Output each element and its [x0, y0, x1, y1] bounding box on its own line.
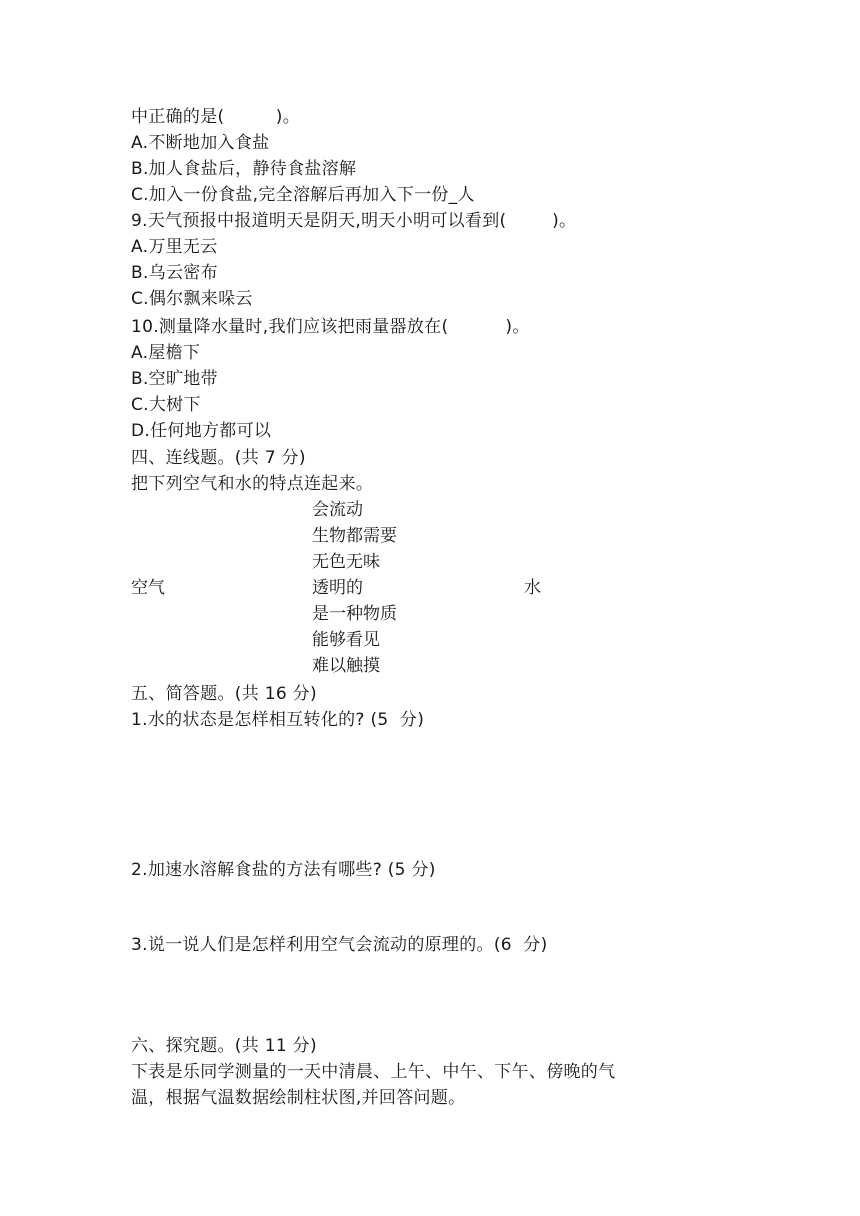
section4-heading: 四、连线题。(共 7 分) [131, 448, 306, 468]
q9-option-c: C.偶尔飘来哚云 [131, 289, 253, 309]
match-item-transparent: 透明的 [312, 578, 363, 598]
q9-option-b: B.乌云密布 [131, 263, 218, 283]
section6-intro-line2: 温，根据气温数据绘制柱状图,并回答问题。 [131, 1088, 466, 1108]
match-item-hard-to-touch: 难以触摸 [312, 656, 380, 676]
match-item-flow: 会流动 [312, 500, 363, 520]
section5-question-1: 1.水的状态是怎样相互转化的? (5 分) [131, 710, 425, 730]
q10-stem: 10.测量降水量时,我们应该把雨量器放在( )。 [131, 317, 530, 337]
match-item-colorless: 无色无味 [312, 552, 380, 572]
section6-heading: 六、探究题。(共 11 分) [131, 1036, 317, 1056]
q10-option-d: D.任何地方都可以 [131, 421, 272, 441]
q10-option-a: A.屋檐下 [131, 343, 201, 363]
q10-option-c: C.大树下 [131, 395, 201, 415]
section4-instruction: 把下列空气和水的特点连起来。 [131, 474, 374, 494]
match-left-air: 空气 [131, 578, 165, 598]
section5-question-2: 2.加速水溶解食盐的方法有哪些? (5 分) [131, 860, 436, 880]
match-item-needed: 生物都需要 [312, 526, 397, 546]
q8-option-b: B.加人食盐后，静待食盐溶解 [131, 159, 357, 179]
q8-stem-tail: 中正确的是( )。 [131, 107, 300, 127]
section5-question-3: 3.说一说人们是怎样利用空气会流动的原理的。(6 分) [131, 935, 548, 955]
q10-option-b: B.空旷地带 [131, 369, 218, 389]
q8-option-a: A.不断地加入食盐 [131, 133, 270, 153]
q9-option-a: A.万里无云 [131, 237, 218, 257]
q8-option-c: C.加入一份食盐,完全溶解后再加入下一份_人 [131, 185, 475, 205]
match-item-visible: 能够看见 [312, 630, 380, 650]
match-right-water: 水 [524, 578, 541, 598]
match-item-substance: 是一种物质 [312, 604, 397, 624]
section6-intro-line1: 下表是乐同学测量的一天中清晨、上午、中午、下午、傍晚的气 [131, 1062, 616, 1082]
q9-stem: 9.天气预报中报道明天是阴天,明天小明可以看到( )。 [131, 211, 577, 231]
section5-heading: 五、简答题。(共 16 分) [131, 684, 317, 704]
